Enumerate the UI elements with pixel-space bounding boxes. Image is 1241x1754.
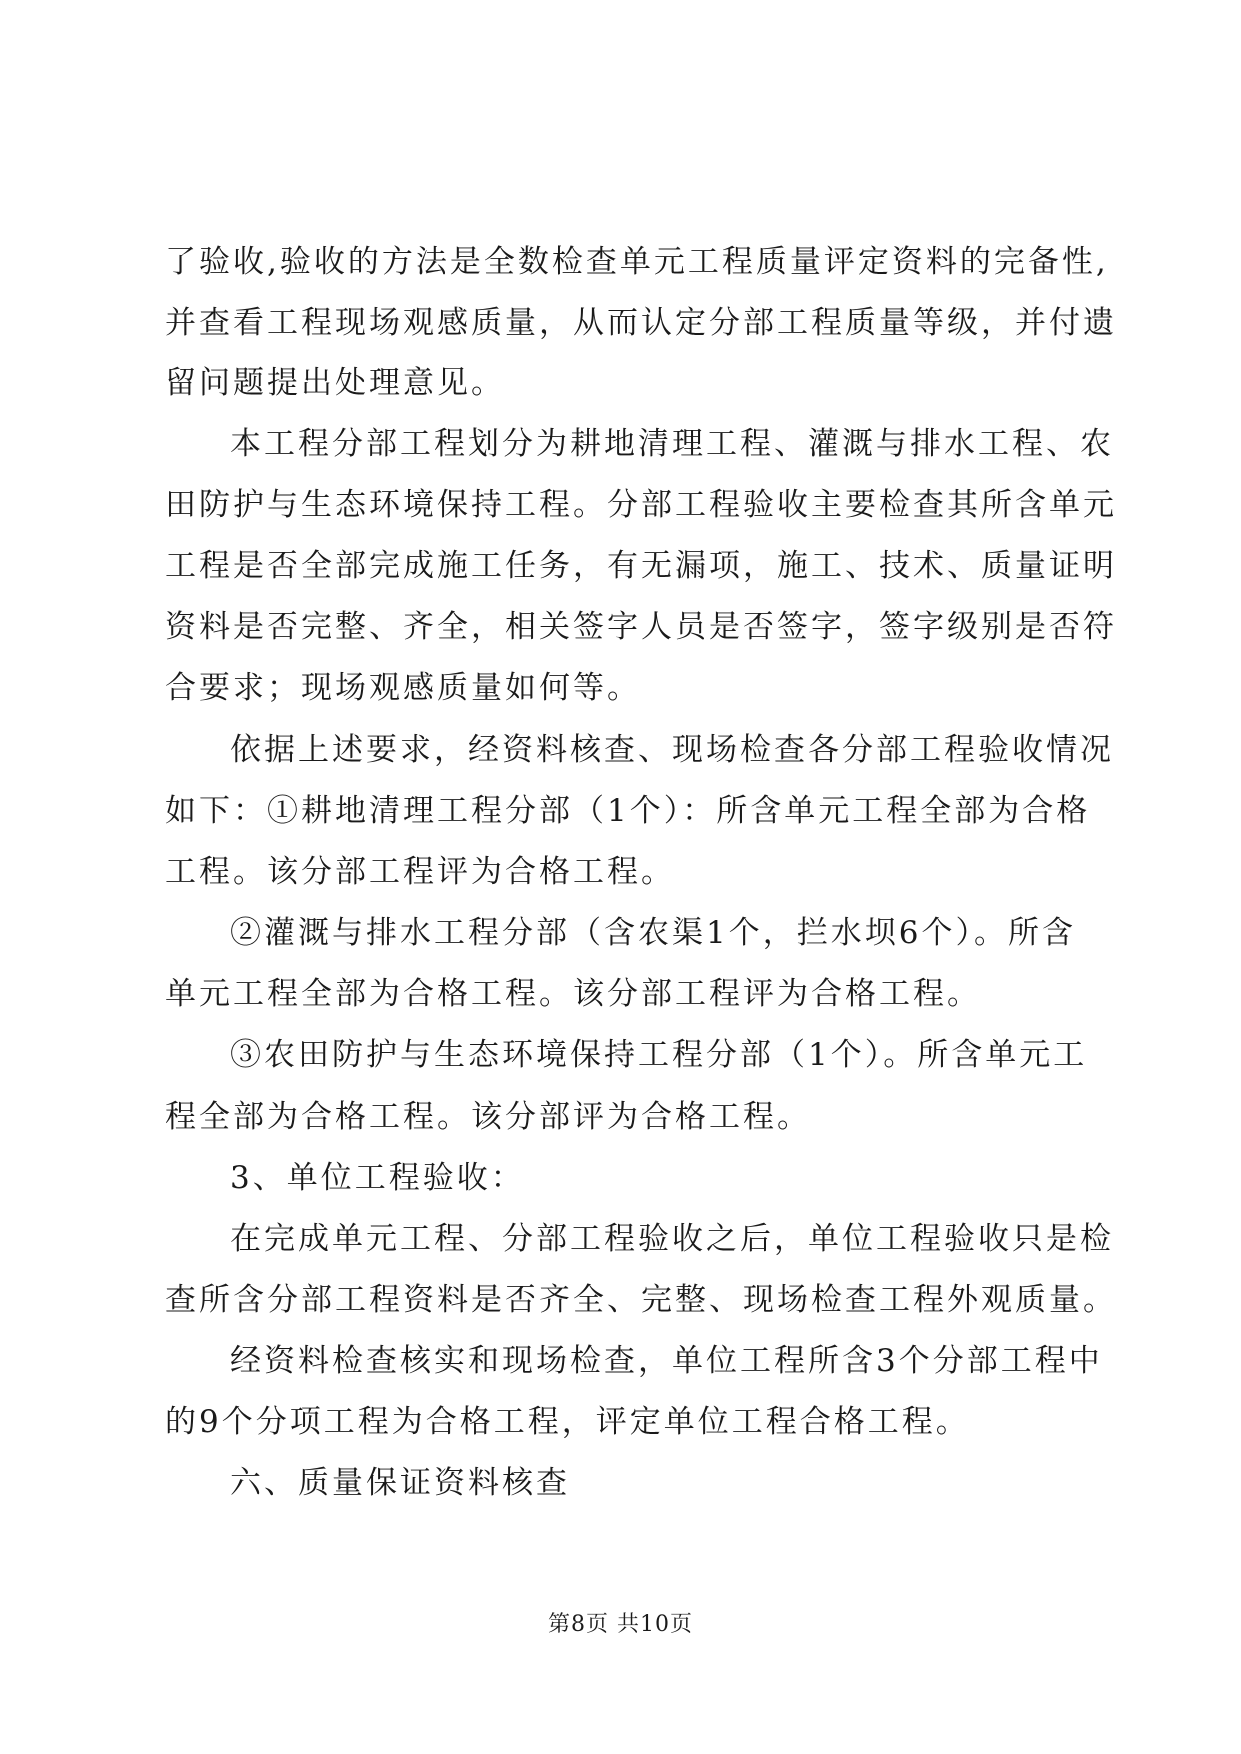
text-line-10: 如下：①耕地清理工程分部（1个）：所含单元工程全部为合格 bbox=[165, 793, 1091, 829]
text-line-20: 的9个分项工程为合格工程，评定单位工程合格工程。 bbox=[165, 1404, 970, 1440]
text-line-17: 在完成单元工程、分部工程验收之后，单位工程验收只是检 bbox=[230, 1221, 1114, 1257]
section-heading-6: 六、质量保证资料核查 bbox=[230, 1465, 570, 1501]
text-line-19: 经资料检查核实和现场检查，单位工程所含3个分部工程中 bbox=[230, 1343, 1103, 1379]
section-heading-3: 3、单位工程验收： bbox=[230, 1160, 525, 1196]
text-line-7: 资料是否完整、齐全，相关签字人员是否签字，签字级别是否符 bbox=[165, 609, 1117, 645]
text-line-4: 本工程分部工程划分为耕地清理工程、灌溉与排水工程、农 bbox=[230, 426, 1114, 462]
text-line-1: 了验收,验收的方法是全数检查单元工程质量评定资料的完备性, bbox=[165, 244, 1109, 280]
text-line-3: 留问题提出处理意见。 bbox=[165, 365, 505, 401]
text-line-2: 并查看工程现场观感质量，从而认定分部工程质量等级，并付遗 bbox=[165, 305, 1117, 341]
text-line-6: 工程是否全部完成施工任务，有无漏项，施工、技术、质量证明 bbox=[165, 548, 1117, 584]
text-line-5: 田防护与生态环境保持工程。分部工程验收主要检查其所含单元 bbox=[165, 487, 1117, 523]
text-line-13: 单元工程全部为合格工程。该分部工程评为合格工程。 bbox=[165, 976, 981, 1012]
text-line-9: 依据上述要求，经资料核查、现场检查各分部工程验收情况 bbox=[230, 732, 1114, 768]
text-line-18: 查所含分部工程资料是否齐全、完整、现场检查工程外观质量。 bbox=[165, 1282, 1117, 1318]
text-line-14: ③农田防护与生态环境保持工程分部（1个）。所含单元工 bbox=[230, 1037, 1088, 1073]
text-line-15: 程全部为合格工程。该分部评为合格工程。 bbox=[165, 1099, 811, 1135]
text-line-12: ②灌溉与排水工程分部（含农渠1个，拦水坝6个）。所含 bbox=[230, 915, 1076, 951]
text-line-8: 合要求；现场观感质量如何等。 bbox=[165, 670, 641, 706]
page-footer: 第8页 共10页 bbox=[548, 1612, 693, 1637]
text-line-11: 工程。该分部工程评为合格工程。 bbox=[165, 854, 675, 890]
